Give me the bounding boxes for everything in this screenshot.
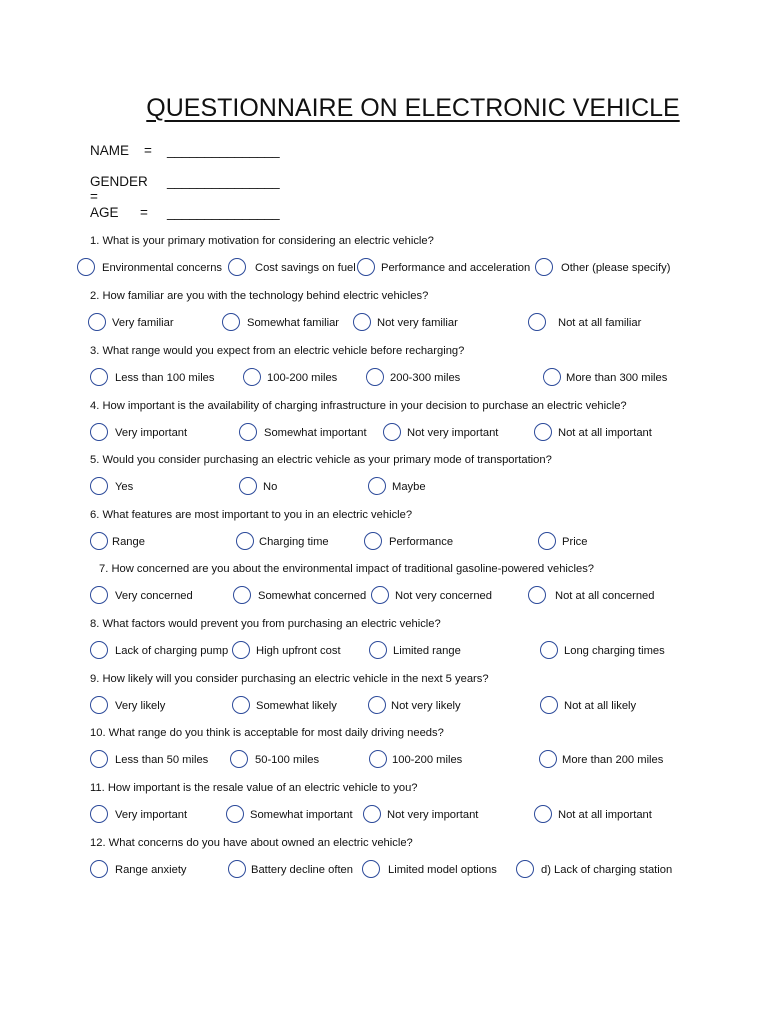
question-9-option-3-label: Not very likely (391, 700, 461, 712)
question-12-option-4-label: d) Lack of charging station (541, 864, 673, 876)
question-11-option-1-radio[interactable] (90, 805, 108, 823)
question-4-option-1-label: Very important (115, 427, 188, 439)
question-2-option-4-radio[interactable] (528, 313, 546, 331)
question-8-text: 8. What factors would prevent you from purchasing an electric vehicle? (90, 618, 441, 630)
question-9-option-3-radio[interactable] (368, 696, 386, 714)
question-9-option-1-radio[interactable] (90, 696, 108, 714)
question-10-option-1-label: Less than 50 miles (115, 754, 209, 766)
question-2-option-4-label: Not at all familiar (558, 317, 642, 329)
question-4-option-3-radio[interactable] (383, 423, 401, 441)
question-12-option-2-radio[interactable] (228, 860, 246, 878)
question-1-option-1-radio[interactable] (77, 258, 95, 276)
question-6-option-3-radio[interactable] (364, 532, 382, 550)
question-11-option-3-radio[interactable] (363, 805, 381, 823)
question-8-option-1-radio[interactable] (90, 641, 108, 659)
question-5-option-1-radio[interactable] (90, 477, 108, 495)
question-4-text: 4. How important is the availability of charging infrastructure in your decision to purchase an electric vehicle? (90, 400, 627, 412)
question-10-option-2-label: 50-100 miles (255, 754, 320, 766)
question-5-option-2-radio[interactable] (239, 477, 257, 495)
question-9-text: 9. How likely will you consider purchasing an electric vehicle in the next 5 years? (90, 673, 489, 685)
question-6-option-2-label: Charging time (259, 536, 329, 548)
question-8-option-4-radio[interactable] (540, 641, 558, 659)
question-7-option-2-radio[interactable] (233, 586, 251, 604)
question-7-option-4-label: Not at all concerned (555, 590, 655, 602)
question-12-option-3-radio[interactable] (362, 860, 380, 878)
age-blank[interactable]: _______________ (167, 205, 280, 220)
gender-label: GENDER = (90, 174, 148, 204)
question-12-text: 12. What concerns do you have about owned an electric vehicle? (90, 837, 413, 849)
question-9-option-4-label: Not at all likely (564, 700, 637, 712)
question-4-option-4-label: Not at all important (558, 427, 652, 439)
question-6-option-4-label: Price (562, 536, 588, 548)
question-3-option-4-label: More than 300 miles (566, 372, 668, 384)
question-6-option-1-radio[interactable] (90, 532, 108, 550)
question-6-option-4-radio[interactable] (538, 532, 556, 550)
question-4-option-4-radio[interactable] (534, 423, 552, 441)
question-6-option-1-label: Range (112, 536, 145, 548)
question-2-option-1-radio[interactable] (88, 313, 106, 331)
question-9-option-1-label: Very likely (115, 700, 166, 712)
question-2-option-2-radio[interactable] (222, 313, 240, 331)
question-11-text: 11. How important is the resale value of an electric vehicle to you? (90, 782, 418, 794)
age-equals: = (140, 205, 148, 220)
question-11-option-1-label: Very important (115, 809, 188, 821)
question-12-option-3-label: Limited model options (388, 864, 497, 876)
question-4-option-1-radio[interactable] (90, 423, 108, 441)
question-7-option-1-radio[interactable] (90, 586, 108, 604)
question-2-option-3-radio[interactable] (353, 313, 371, 331)
question-8-option-4-label: Long charging times (564, 645, 665, 657)
question-12-option-1-radio[interactable] (90, 860, 108, 878)
question-5-text: 5. Would you consider purchasing an electric vehicle as your primary mode of transportation? (90, 454, 552, 466)
gender-blank[interactable]: _______________ (167, 174, 280, 189)
question-2-option-2-label: Somewhat familiar (247, 317, 340, 329)
question-3-option-3-radio[interactable] (366, 368, 384, 386)
question-8-option-3-label: Limited range (393, 645, 461, 657)
question-2-option-3-label: Not very familiar (377, 317, 458, 329)
question-7-option-4-radio[interactable] (528, 586, 546, 604)
age-label: AGE (90, 205, 119, 220)
question-10-option-2-radio[interactable] (230, 750, 248, 768)
question-1-option-4-label: Other (please specify) (561, 262, 671, 274)
question-1-option-2-radio[interactable] (228, 258, 246, 276)
question-6-option-2-radio[interactable] (236, 532, 254, 550)
name-blank[interactable]: _______________ (167, 143, 280, 158)
question-2-option-1-label: Very familiar (112, 317, 174, 329)
question-3-option-3-label: 200-300 miles (390, 372, 461, 384)
question-11-option-3-label: Not very important (387, 809, 479, 821)
question-3-option-1-radio[interactable] (90, 368, 108, 386)
question-1-option-4-radio[interactable] (535, 258, 553, 276)
question-10-option-3-label: 100-200 miles (392, 754, 463, 766)
question-9-option-4-radio[interactable] (540, 696, 558, 714)
question-7-option-1-label: Very concerned (115, 590, 193, 602)
question-7-text: 7. How concerned are you about the environmental impact of traditional gasoline-powered vehicles? (99, 563, 595, 575)
question-5-option-3-label: Maybe (392, 481, 426, 493)
question-6-option-3-label: Performance (389, 536, 454, 548)
question-3-option-1-label: Less than 100 miles (115, 372, 215, 384)
question-11-option-4-label: Not at all important (558, 809, 652, 821)
question-3-text: 3. What range would you expect from an electric vehicle before recharging? (90, 345, 465, 357)
question-11-option-4-radio[interactable] (534, 805, 552, 823)
question-7-option-2-label: Somewhat concerned (258, 590, 367, 602)
question-4-option-2-radio[interactable] (239, 423, 257, 441)
question-5-option-1-label: Yes (115, 481, 134, 493)
question-2-text: 2. How familiar are you with the technology behind electric vehicles? (90, 290, 429, 302)
question-10-option-4-radio[interactable] (539, 750, 557, 768)
question-3-option-2-label: 100-200 miles (267, 372, 338, 384)
question-9-option-2-label: Somewhat likely (256, 700, 337, 712)
question-12-option-1-label: Range anxiety (115, 864, 187, 876)
question-10-option-3-radio[interactable] (369, 750, 387, 768)
question-1-option-3-radio[interactable] (357, 258, 375, 276)
page-title: QUESTIONNAIRE ON ELECTRONIC VEHICLE (146, 94, 680, 122)
question-4-option-3-label: Not very important (407, 427, 499, 439)
name-equals: = (144, 143, 152, 158)
question-3-option-4-radio[interactable] (543, 368, 561, 386)
question-7-option-3-radio[interactable] (371, 586, 389, 604)
question-1-option-1-label: Environmental concerns (102, 262, 223, 274)
question-8-option-1-label: Lack of charging pump (115, 645, 229, 657)
question-10-option-1-radio[interactable] (90, 750, 108, 768)
question-5-option-3-radio[interactable] (368, 477, 386, 495)
question-12-option-2-label: Battery decline often (251, 864, 353, 876)
question-1-text: 1. What is your primary motivation for considering an electric vehicle? (90, 235, 434, 247)
question-6-text: 6. What features are most important to you in an electric vehicle? (90, 509, 413, 521)
question-10-option-4-label: More than 200 miles (562, 754, 664, 766)
question-8-option-2-radio[interactable] (232, 641, 250, 659)
name-label: NAME (90, 143, 130, 158)
question-10-text: 10. What range do you think is acceptable for most daily driving needs? (90, 727, 444, 739)
question-9-option-2-radio[interactable] (232, 696, 250, 714)
question-8-option-3-radio[interactable] (369, 641, 387, 659)
question-4-option-2-label: Somewhat important (264, 427, 367, 439)
question-3-option-2-radio[interactable] (243, 368, 261, 386)
question-7-option-3-label: Not very concerned (395, 590, 493, 602)
question-12-option-4-radio[interactable] (516, 860, 534, 878)
question-11-option-2-radio[interactable] (226, 805, 244, 823)
question-11-option-2-label: Somewhat important (250, 809, 353, 821)
question-8-option-2-label: High upfront cost (256, 645, 341, 657)
question-5-option-2-label: No (263, 481, 278, 493)
question-1-option-2-label: Cost savings on fuel (255, 262, 356, 274)
question-1-option-3-label: Performance and acceleration (381, 262, 531, 274)
